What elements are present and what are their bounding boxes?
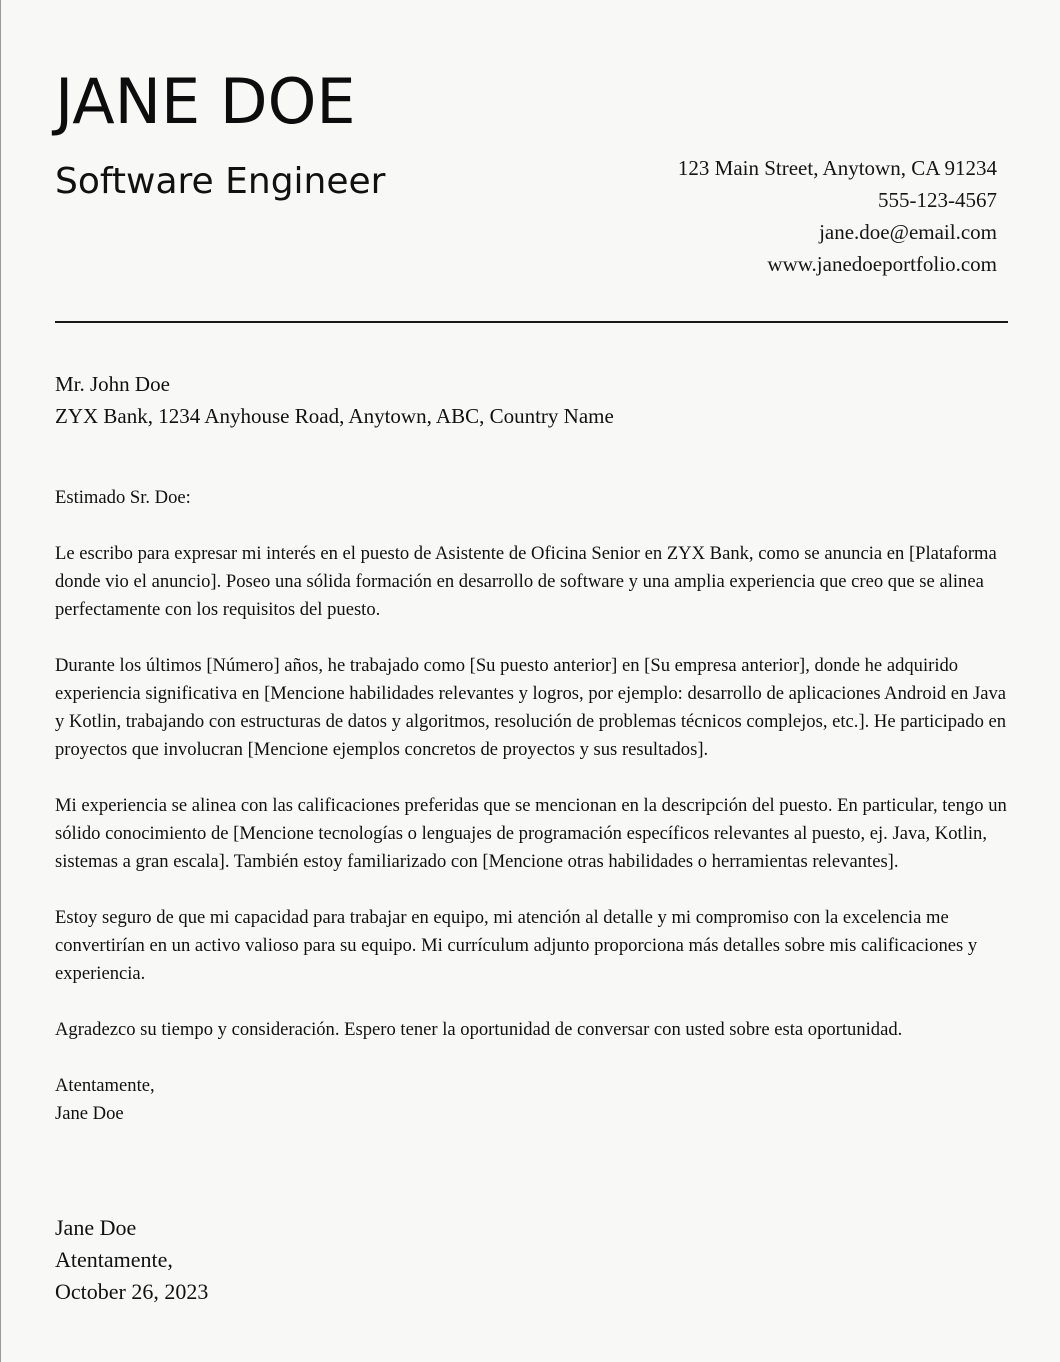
signature-closing: Atentamente, (55, 1247, 173, 1272)
closing-block (55, 1072, 1015, 1128)
closing-name: Jane Doe (55, 1103, 124, 1124)
recipient-block (55, 368, 614, 432)
letter-body (55, 484, 1015, 1128)
paragraph-2: Durante los últimos [Número] años, he trabajado como [Su puesto anterior] en [Su empresa anterior], donde he adquirido experiencia significativa en [Mencione habilidades relevantes y logros, por ejemplo: desarrollo de aplicaciones Android en Java y Kotlin, trabajando con estructuras de datos y algoritmos, resolución de problemas técnicos complejos, etc.]. He participado en proyectos que involucran [Mencione ejemplos concretos de proyectos y sus resultados]. (55, 655, 1007, 760)
header-divider (55, 321, 1008, 323)
recipient-address: ZYX Bank, 1234 Anyhouse Road, Anytown, ABC, Country Name (55, 404, 614, 428)
contact-email: jane.doe@email.com (819, 220, 997, 244)
recipient-name: Mr. John Doe (55, 372, 170, 396)
signature-date: October 26, 2023 (55, 1279, 209, 1304)
contact-address: 123 Main Street, Anytown, CA 91234 (677, 156, 997, 180)
contact-block (678, 152, 997, 280)
salutation: Estimado Sr. Doe: (55, 487, 191, 508)
contact-phone: 555-123-4567 (878, 188, 997, 212)
job-title: Software Engineer (55, 161, 386, 202)
page-edge (0, 0, 1, 1362)
signature-name: Jane Doe (55, 1215, 137, 1240)
contact-website: www.janedoeportfolio.com (767, 252, 997, 276)
paragraph-1: Le escribo para expresar mi interés en el puesto de Asistente de Oficina Senior en ZYX Bank, como se anuncia en [Plataforma donde vio el anuncio]. Poseo una sólida formación en desarrollo de software y una amplia experiencia que creo que se alinea perfectamente con los requisitos del puesto. (55, 543, 997, 620)
applicant-name: JANE DOE (55, 65, 356, 138)
paragraph-5: Agradezco su tiempo y consideración. Espero tener la oportunidad de conversar con usted sobre esta oportunidad. (55, 1019, 903, 1040)
closing-text: Atentamente, (55, 1075, 155, 1096)
paragraph-3: Mi experiencia se alinea con las calificaciones preferidas que se mencionan en la descripción del puesto. En particular, tengo un sólido conocimiento de [Mencione tecnologías o lenguajes de programación específicos relevantes al puesto, ej. Java, Kotlin, sistemas a gran escala]. También estoy familiarizado con [Mencione otras habilidades o herramientas relevantes]. (55, 795, 1007, 872)
signature-block (55, 1212, 208, 1308)
paragraph-4: Estoy seguro de que mi capacidad para trabajar en equipo, mi atención al detalle y mi compromiso con la excelencia me convertirían en un activo valioso para su equipo. Mi currículum adjunto proporciona más detalles sobre mis calificaciones y experiencia. (55, 907, 978, 984)
